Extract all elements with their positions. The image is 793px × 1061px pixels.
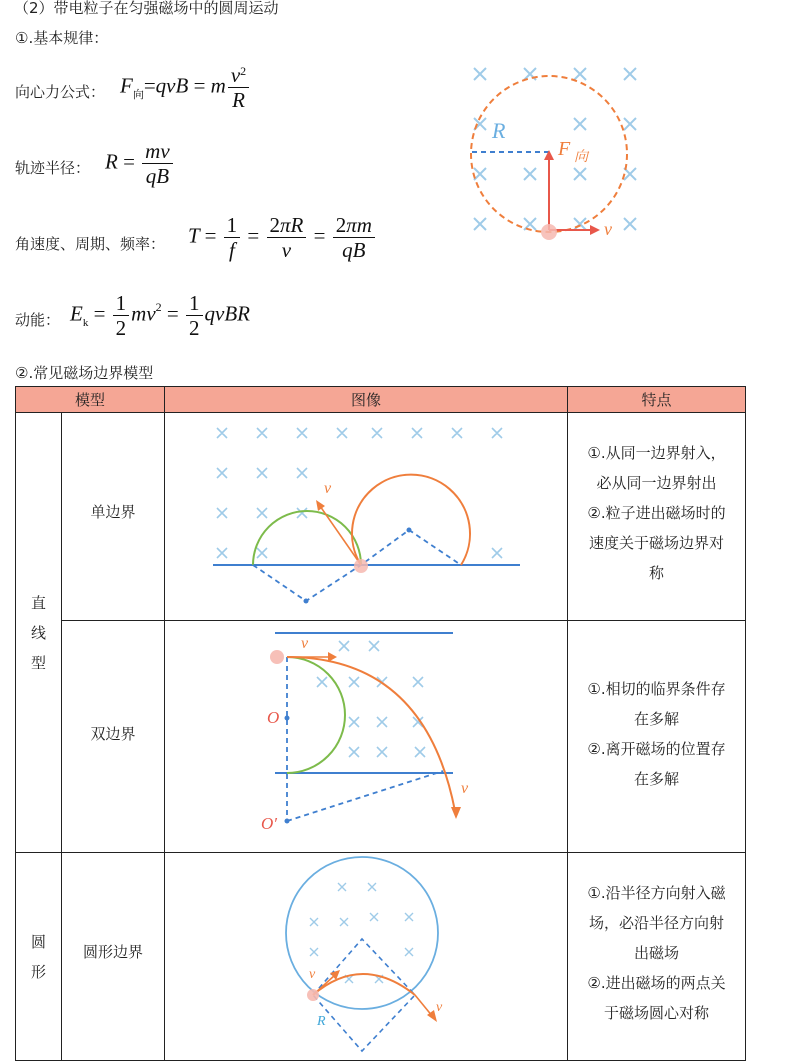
section-title: （2）带电粒子在匀强磁场中的圆周运动	[14, 0, 279, 17]
orange-arc	[352, 475, 470, 565]
header-features: 特点	[568, 387, 746, 413]
feature-line: 在多解	[634, 710, 680, 728]
green-arc	[287, 657, 345, 773]
circular-motion-diagram	[462, 60, 647, 250]
model-circle	[62, 853, 165, 1061]
table-row	[16, 853, 746, 1061]
group-circle-label: 圆形	[30, 932, 46, 981]
centripetal-label: 向心力公式：	[15, 83, 106, 101]
feature-line: 于磁场圆心对称	[604, 1004, 710, 1022]
orange-arc	[313, 974, 415, 995]
velocity-label: v	[604, 219, 612, 239]
period-label: 角速度、周期、频率：	[15, 235, 166, 253]
model-double	[62, 621, 165, 853]
feature-line: ②.离开磁场的位置存	[587, 740, 726, 758]
particle	[270, 650, 284, 664]
radius-formula: R = $\frac{mv}{qB}$	[105, 140, 175, 187]
image-single	[165, 413, 568, 621]
feature-line: ②.粒子进出磁场时的	[587, 504, 726, 522]
exit-radius-line	[287, 771, 443, 821]
feature-line: ①.从同一边界射入，	[587, 444, 726, 462]
models-heading: ②.常见磁场边界模型	[15, 364, 154, 382]
green-arc	[253, 511, 361, 565]
model-double-label: 双边界	[90, 725, 136, 743]
header-image: 图像	[165, 387, 568, 413]
feature-line: ②.进出磁场的两点关	[587, 974, 726, 992]
feature-line: 称	[649, 564, 665, 582]
kinetic-formula: $E_k$ = $\frac{1}{2}$ $mv^2$ = $\frac{1}{2}$ qvBR	[70, 291, 250, 341]
particle	[307, 989, 319, 1001]
group-linear	[16, 413, 62, 853]
features-circle	[568, 853, 746, 1061]
group-circle	[16, 853, 62, 1061]
model-single	[62, 413, 165, 621]
image-double	[165, 621, 568, 853]
velocity-out-label: v	[436, 1000, 443, 1015]
features-double	[568, 621, 746, 853]
table-header-row	[16, 387, 746, 413]
velocity-bottom-label: v	[461, 780, 469, 797]
header-model: 模型	[16, 387, 165, 413]
field-cross-grid	[310, 883, 413, 983]
model-circle-label: 圆形边界	[83, 943, 144, 961]
field-cross-grid	[474, 68, 636, 230]
image-circle	[165, 853, 568, 1061]
velocity-top-label: v	[301, 635, 309, 652]
feature-line: 速度关于磁场边界对	[589, 534, 725, 552]
velocity-label: v	[324, 480, 332, 497]
table-row	[16, 621, 746, 853]
feature-line: 场，必沿半径方向射	[589, 914, 725, 932]
feature-line: 出磁场	[634, 944, 680, 962]
table-row	[16, 413, 746, 621]
orange-arc	[287, 657, 455, 811]
centripetal-formula: $F_向=qvB = m$ $\frac{v^2}{R}$	[120, 64, 251, 111]
kinetic-label: 动能：	[15, 311, 61, 329]
feature-line: ①.沿半径方向射入磁	[587, 884, 726, 902]
model-single-label: 单边界	[90, 503, 136, 521]
radius-square	[313, 939, 415, 1051]
particle	[541, 224, 557, 240]
velocity-in-label: v	[309, 967, 316, 982]
center-o2-label: O′	[261, 814, 278, 833]
feature-line: ①.相切的临界条件存	[587, 680, 726, 698]
period-formula: T = $\frac{1}{f}$ = $\frac{2\pi R}{v}$ = $\frac{2\pi m}{qB}$	[188, 214, 377, 261]
feature-line: 在多解	[634, 770, 680, 788]
radius-label: 轨迹半径：	[15, 159, 91, 177]
force-label: F	[558, 138, 571, 160]
radius-label: R	[317, 1014, 326, 1029]
group-linear-label: 直线型	[30, 593, 46, 672]
boundary-model-table	[15, 386, 746, 1061]
circular-boundary-diagram	[165, 853, 568, 1056]
features-single	[568, 413, 746, 621]
single-boundary-diagram	[165, 413, 568, 616]
center-o1-label: O	[267, 708, 280, 727]
force-sub-label: 向	[574, 150, 588, 165]
radius-label: R	[492, 118, 506, 143]
feature-line: 必从同一边界射出	[596, 474, 717, 492]
double-boundary-diagram	[165, 621, 568, 848]
basic-rules-heading: ①.基本规律：	[15, 29, 109, 47]
field-boundary-circle	[286, 857, 438, 1009]
particle	[354, 559, 368, 573]
